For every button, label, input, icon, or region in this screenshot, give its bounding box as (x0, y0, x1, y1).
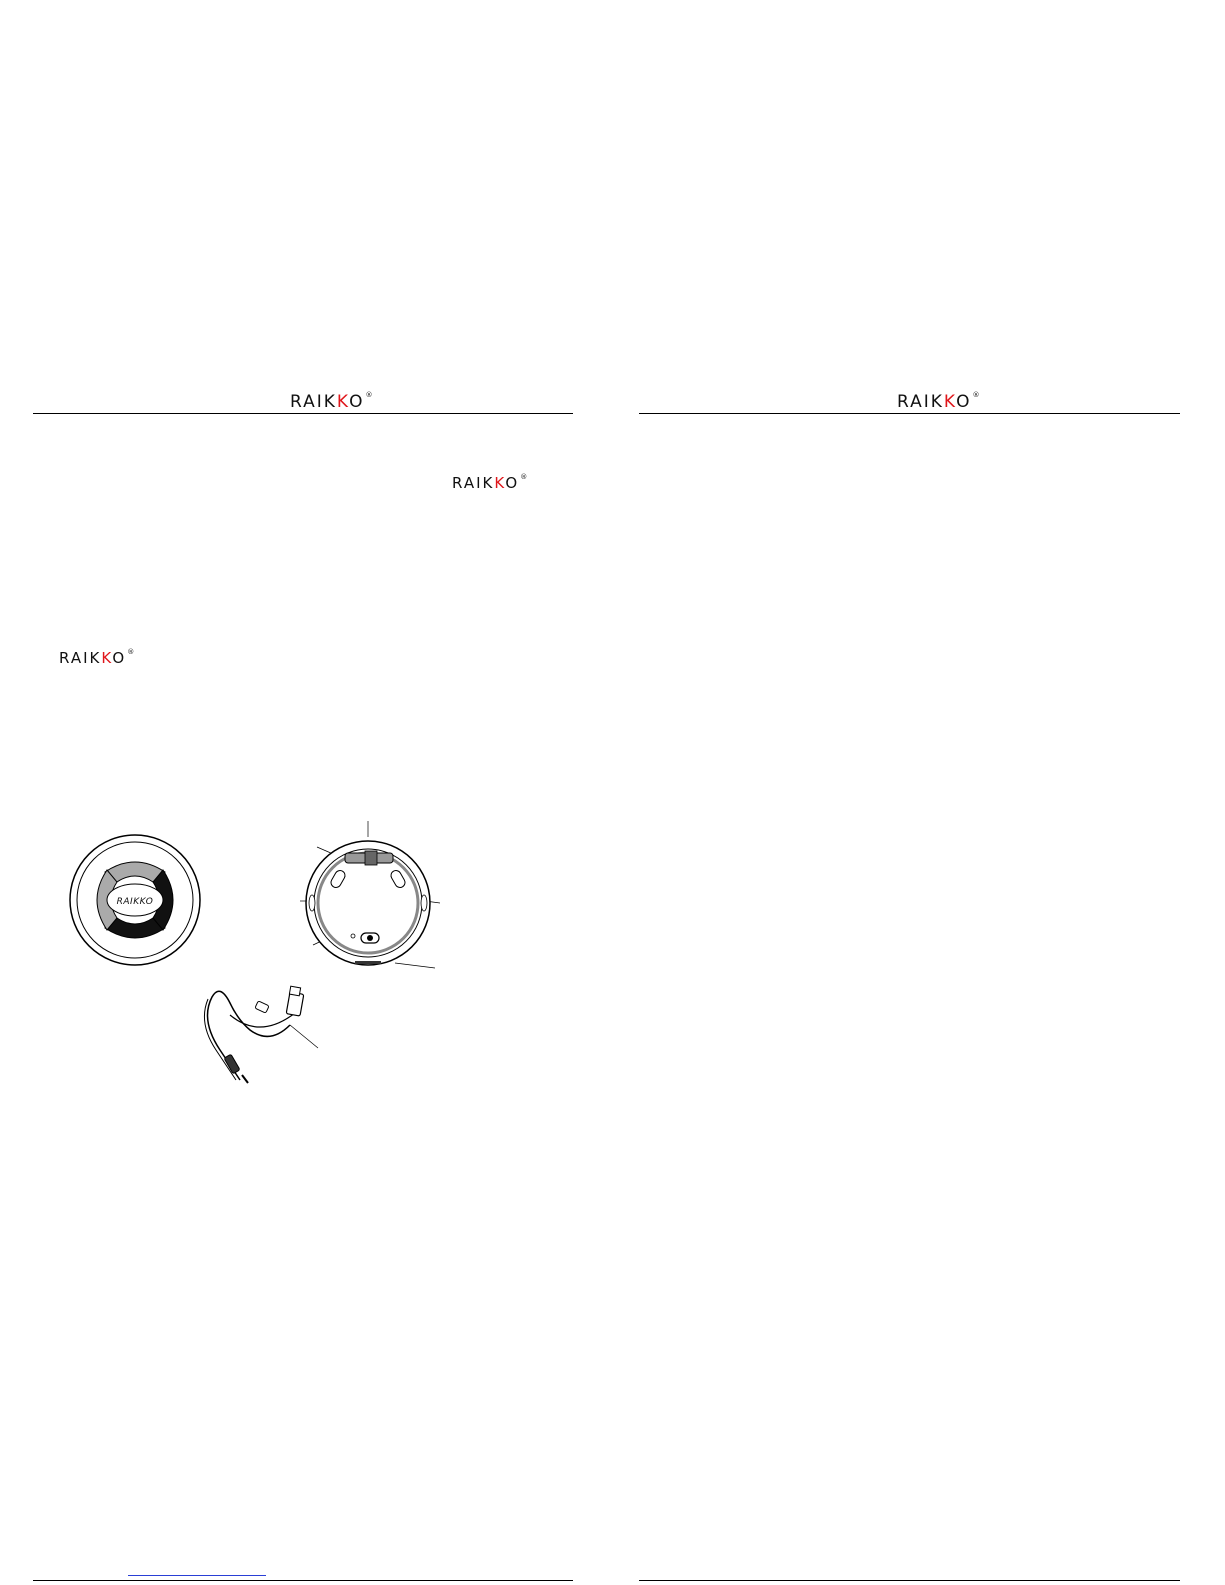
header-logo-left (290, 392, 375, 412)
registered-mark: ® (365, 391, 375, 399)
logo-part-raik: RAIK (897, 392, 944, 412)
registered-mark: ® (127, 648, 137, 656)
header-rule-left (33, 413, 573, 414)
logo-part-o: O (505, 474, 520, 492)
header-logo-right (897, 392, 982, 412)
left-page (0, 0, 612, 1585)
logo-part-o: O (349, 392, 365, 412)
logo-part-k-accent: K (494, 474, 506, 492)
logo-part-o: O (956, 392, 972, 412)
header-rule-right (639, 413, 1180, 414)
registered-mark: ® (520, 473, 530, 481)
footer-link-underline[interactable] (128, 1575, 266, 1576)
logo-part-k-accent: K (101, 649, 113, 667)
logo-part-o: O (112, 649, 127, 667)
logo-part-k-accent: K (943, 392, 957, 412)
footer-rule-right (639, 1580, 1180, 1581)
registered-mark: ® (972, 391, 982, 399)
logo-part-raik: RAIK (59, 649, 102, 667)
cover-logo (452, 474, 529, 492)
logo-part-raik: RAIK (452, 474, 495, 492)
speaker-front-illustration (65, 830, 205, 970)
right-page (612, 0, 1225, 1585)
logo-part-raik: RAIK (290, 392, 337, 412)
logo-part-k-accent: K (336, 392, 350, 412)
section-logo (59, 649, 136, 667)
speaker-front-logo: RAIKKO (116, 897, 154, 907)
cable-illustration (190, 985, 330, 1085)
footer-rule-left (33, 1580, 573, 1581)
speaker-back-illustration (295, 815, 440, 975)
